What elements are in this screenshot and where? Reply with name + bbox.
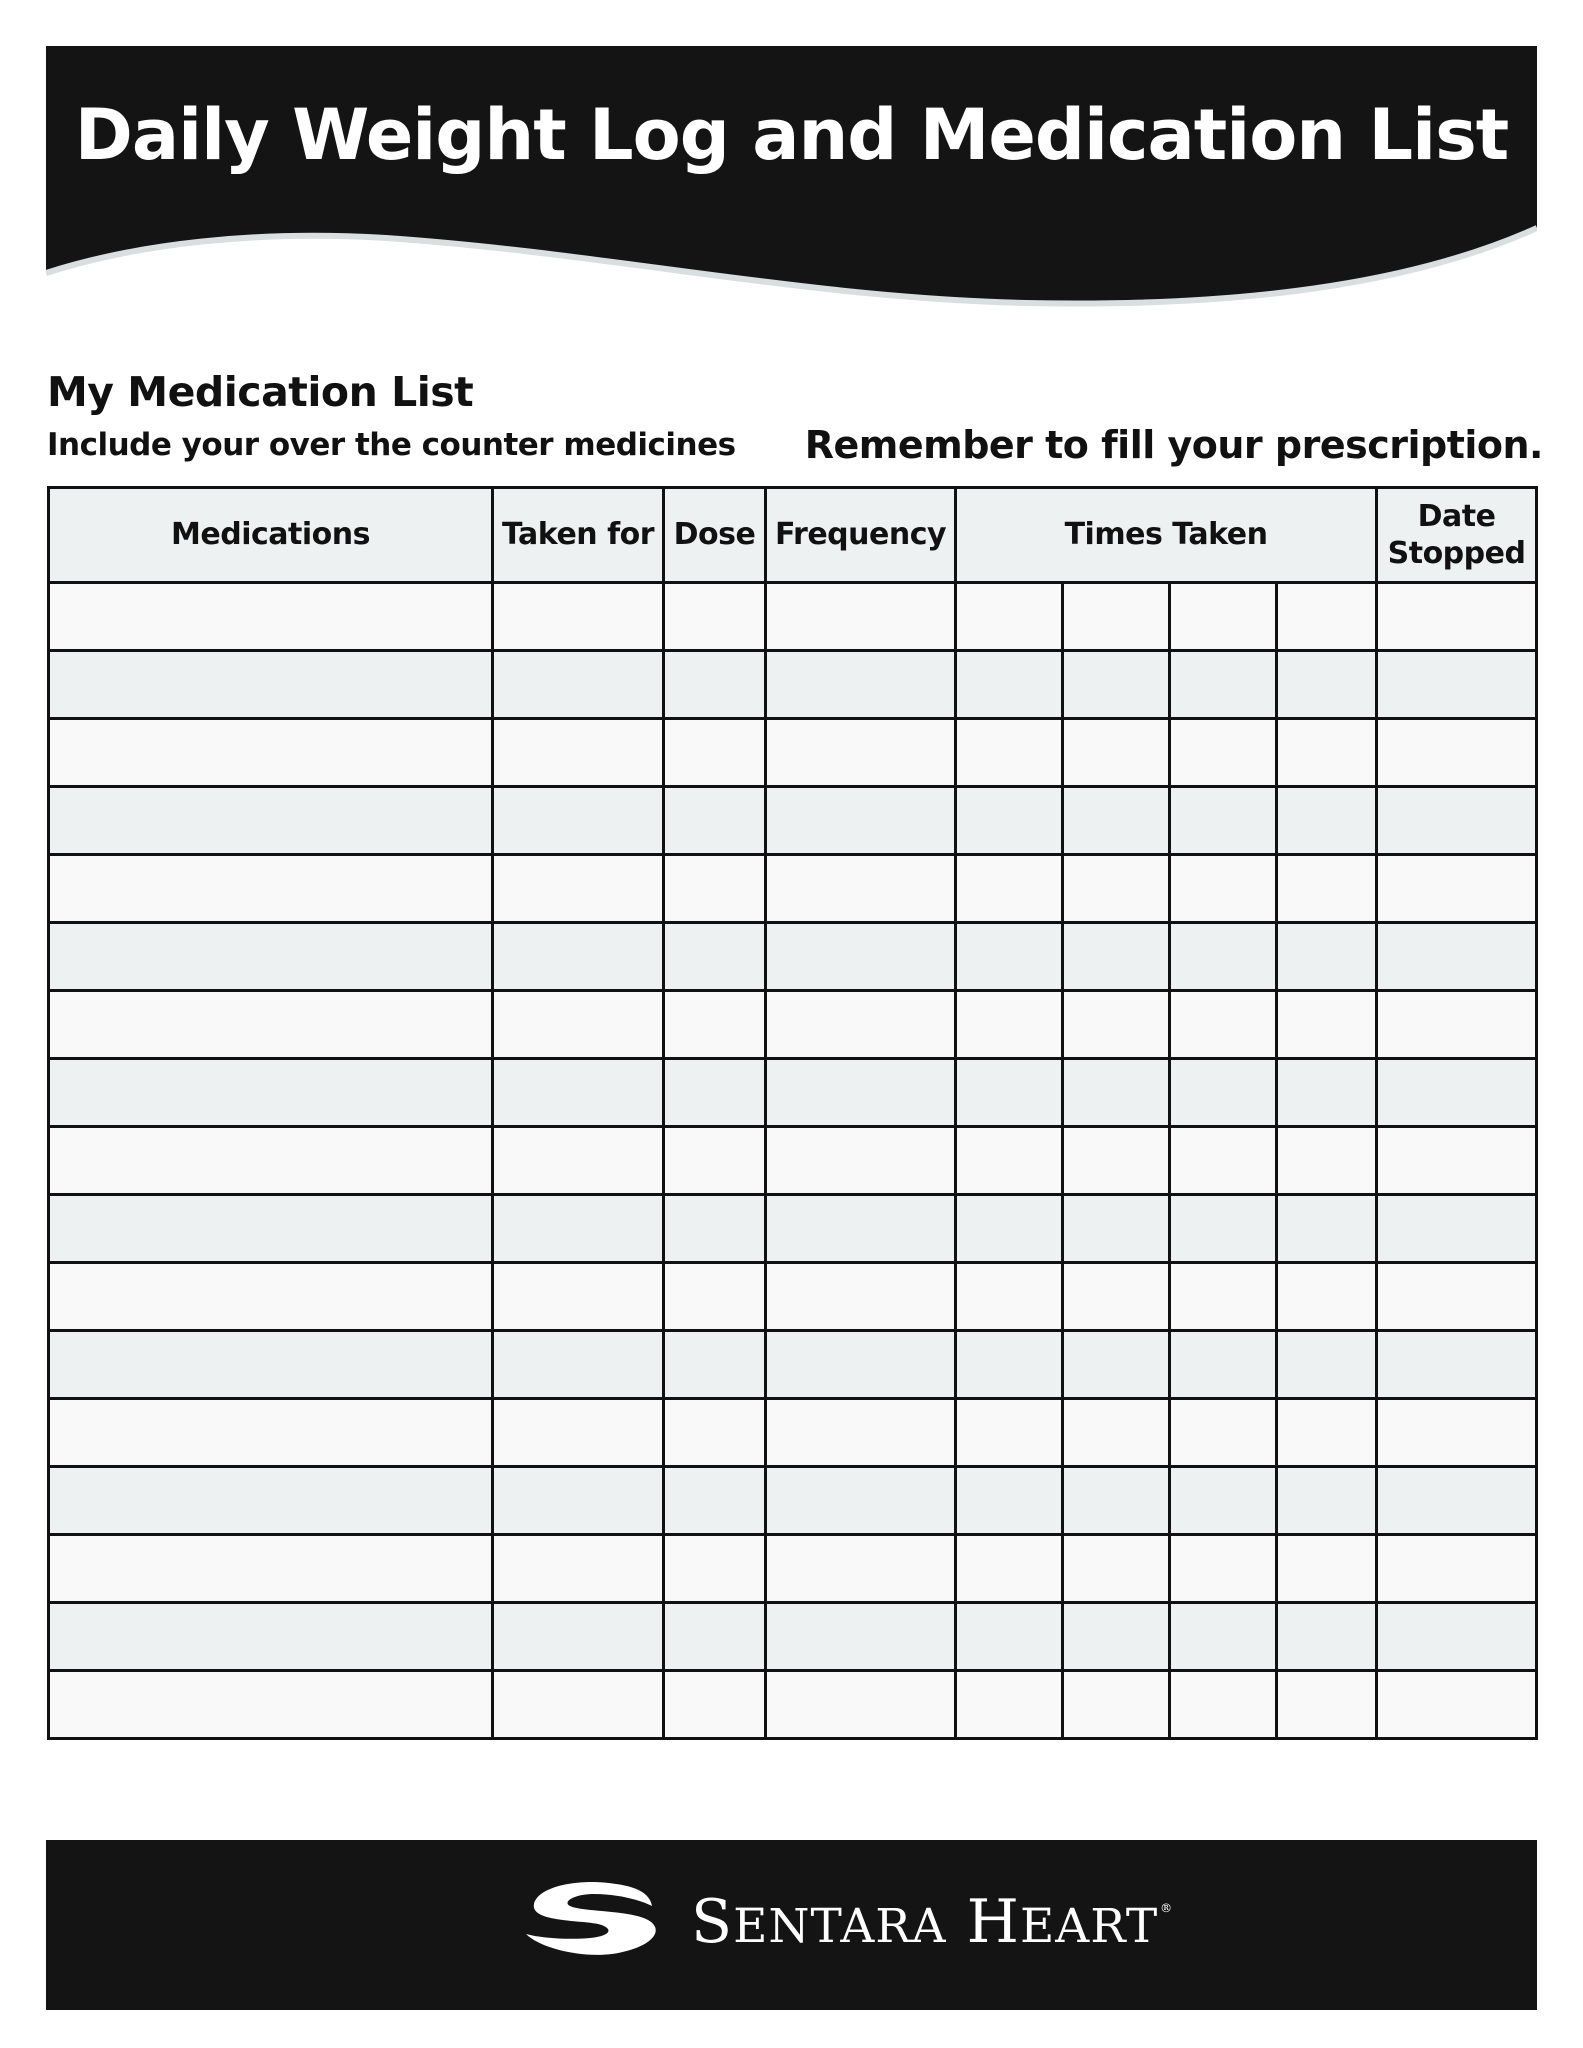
taken-for-cell[interactable] [493, 787, 664, 855]
header-date-stopped-line1: Date [1417, 498, 1496, 534]
dose-cell[interactable] [664, 1127, 766, 1195]
header-banner [46, 46, 1537, 316]
times-taken-cell[interactable] [1063, 1331, 1170, 1399]
dose-cell[interactable] [664, 1059, 766, 1127]
times-taken-cell[interactable] [956, 923, 1063, 991]
times-taken-cell[interactable] [1277, 1331, 1377, 1399]
taken-for-cell[interactable] [493, 923, 664, 991]
frequency-cell[interactable] [766, 1671, 956, 1739]
times-taken-cell[interactable] [956, 1535, 1063, 1603]
dose-cell[interactable] [664, 583, 766, 651]
times-taken-cell[interactable] [956, 1467, 1063, 1535]
times-taken-cell[interactable] [956, 1399, 1063, 1467]
frequency-cell[interactable] [766, 1331, 956, 1399]
times-taken-cell[interactable] [1063, 787, 1170, 855]
times-taken-cell[interactable] [956, 583, 1063, 651]
frequency-cell[interactable] [766, 1263, 956, 1331]
frequency-cell[interactable] [766, 1059, 956, 1127]
dose-cell[interactable] [664, 1399, 766, 1467]
medication-table-body [49, 583, 1537, 1739]
medication-cell[interactable] [49, 1603, 493, 1671]
times-taken-cell[interactable] [956, 855, 1063, 923]
times-taken-cell[interactable] [1170, 1603, 1277, 1671]
medication-cell[interactable] [49, 787, 493, 855]
medication-cell[interactable] [49, 1399, 493, 1467]
times-taken-cell[interactable] [1063, 719, 1170, 787]
times-taken-cell[interactable] [1063, 1535, 1170, 1603]
frequency-cell[interactable] [766, 787, 956, 855]
times-taken-cell[interactable] [956, 651, 1063, 719]
table-row [49, 1399, 1537, 1467]
times-taken-cell[interactable] [1063, 1603, 1170, 1671]
times-taken-cell[interactable] [1170, 1263, 1277, 1331]
date-stopped-cell[interactable] [1377, 719, 1537, 787]
times-taken-cell[interactable] [1277, 1603, 1377, 1671]
footer-bar [46, 1840, 1537, 2010]
frequency-cell[interactable] [766, 1399, 956, 1467]
medication-cell[interactable] [49, 1467, 493, 1535]
header-frequency: Frequency [766, 488, 956, 583]
frequency-cell[interactable] [766, 923, 956, 991]
table-row [49, 583, 1537, 651]
medication-cell[interactable] [49, 1535, 493, 1603]
table-row [49, 1671, 1537, 1739]
times-taken-cell[interactable] [1063, 583, 1170, 651]
times-taken-cell[interactable] [1277, 787, 1377, 855]
times-taken-cell[interactable] [1063, 1399, 1170, 1467]
header-date-stopped-line2: Stopped [1387, 536, 1526, 571]
times-taken-cell[interactable] [956, 1331, 1063, 1399]
times-taken-cell[interactable] [1063, 1263, 1170, 1331]
times-taken-cell[interactable] [956, 1195, 1063, 1263]
times-taken-cell[interactable] [1277, 991, 1377, 1059]
dose-cell[interactable] [664, 1195, 766, 1263]
frequency-cell[interactable] [766, 719, 956, 787]
header-dose: Dose [664, 488, 766, 583]
times-taken-cell[interactable] [1063, 1127, 1170, 1195]
header-date-stopped [1377, 488, 1537, 583]
date-stopped-cell[interactable] [1377, 1671, 1537, 1739]
times-taken-cell[interactable] [956, 991, 1063, 1059]
table-row [49, 1467, 1537, 1535]
times-taken-cell[interactable] [956, 1127, 1063, 1195]
dose-cell[interactable] [664, 991, 766, 1059]
taken-for-cell[interactable] [493, 1127, 664, 1195]
times-taken-cell[interactable] [1170, 855, 1277, 923]
table-row [49, 651, 1537, 719]
reminder-text: Remember to fill your prescription. [804, 423, 1543, 467]
times-taken-cell[interactable] [1170, 1535, 1277, 1603]
date-stopped-cell[interactable] [1377, 583, 1537, 651]
medication-cell[interactable] [49, 583, 493, 651]
medication-cell[interactable] [49, 1671, 493, 1739]
date-stopped-cell[interactable] [1377, 855, 1537, 923]
taken-for-cell[interactable] [493, 1535, 664, 1603]
registered-mark: ® [1160, 1901, 1174, 1915]
table-row [49, 787, 1537, 855]
brand-rest-1: ENTARA [733, 1899, 947, 1954]
section-title: My Medication List [47, 368, 474, 416]
medication-cell[interactable] [49, 719, 493, 787]
table-row [49, 1263, 1537, 1331]
date-stopped-cell[interactable] [1377, 1195, 1537, 1263]
date-stopped-cell[interactable] [1377, 1059, 1537, 1127]
times-taken-cell[interactable] [1277, 923, 1377, 991]
frequency-cell[interactable] [766, 1127, 956, 1195]
times-taken-cell[interactable] [1277, 1671, 1377, 1739]
taken-for-cell[interactable] [493, 991, 664, 1059]
times-taken-cell[interactable] [956, 1059, 1063, 1127]
times-taken-cell[interactable] [1277, 719, 1377, 787]
date-stopped-cell[interactable] [1377, 1535, 1537, 1603]
times-taken-cell[interactable] [1277, 1127, 1377, 1195]
taken-for-cell[interactable] [493, 1331, 664, 1399]
times-taken-cell[interactable] [956, 1671, 1063, 1739]
times-taken-cell[interactable] [1170, 1059, 1277, 1127]
times-taken-cell[interactable] [1277, 1467, 1377, 1535]
page-title: Daily Weight Log and Medication List [74, 94, 1509, 176]
taken-for-cell[interactable] [493, 583, 664, 651]
times-taken-cell[interactable] [1277, 1195, 1377, 1263]
times-taken-cell[interactable] [1170, 1331, 1277, 1399]
table-header-row [49, 488, 1537, 583]
date-stopped-cell[interactable] [1377, 1603, 1537, 1671]
sentara-swoosh-logo [520, 1878, 676, 1962]
date-stopped-cell[interactable] [1377, 787, 1537, 855]
table-row [49, 719, 1537, 787]
times-taken-cell[interactable] [1170, 719, 1277, 787]
table-row [49, 1059, 1537, 1127]
times-taken-cell[interactable] [1063, 1059, 1170, 1127]
taken-for-cell[interactable] [493, 651, 664, 719]
dose-cell[interactable] [664, 1331, 766, 1399]
times-taken-cell[interactable] [956, 787, 1063, 855]
times-taken-cell[interactable] [1170, 787, 1277, 855]
taken-for-cell[interactable] [493, 1467, 664, 1535]
dose-cell[interactable] [664, 923, 766, 991]
times-taken-cell[interactable] [956, 1263, 1063, 1331]
taken-for-cell[interactable] [493, 1399, 664, 1467]
dose-cell[interactable] [664, 1671, 766, 1739]
times-taken-cell[interactable] [1170, 991, 1277, 1059]
dose-cell[interactable] [664, 787, 766, 855]
times-taken-cell[interactable] [1063, 1671, 1170, 1739]
dose-cell[interactable] [664, 1467, 766, 1535]
date-stopped-cell[interactable] [1377, 991, 1537, 1059]
frequency-cell[interactable] [766, 1535, 956, 1603]
date-stopped-cell[interactable] [1377, 651, 1537, 719]
table-row [49, 855, 1537, 923]
times-taken-cell[interactable] [1063, 1195, 1170, 1263]
times-taken-cell[interactable] [1170, 1127, 1277, 1195]
times-taken-cell[interactable] [1063, 991, 1170, 1059]
taken-for-cell[interactable] [493, 1671, 664, 1739]
brand-rest-2: EART [1020, 1899, 1159, 1954]
medication-cell[interactable] [49, 1331, 493, 1399]
medication-cell[interactable] [49, 923, 493, 991]
medication-table [47, 486, 1538, 1740]
date-stopped-cell[interactable] [1377, 1263, 1537, 1331]
section-subtitle: Include your over the counter medicines [47, 427, 736, 463]
times-taken-cell[interactable] [1277, 1059, 1377, 1127]
dose-cell[interactable] [664, 855, 766, 923]
date-stopped-cell[interactable] [1377, 923, 1537, 991]
header-taken-for: Taken for [493, 488, 664, 583]
table-row [49, 923, 1537, 991]
times-taken-cell[interactable] [1063, 1467, 1170, 1535]
header-medications: Medications [49, 488, 493, 583]
medication-cell[interactable] [49, 855, 493, 923]
medication-cell[interactable] [49, 1263, 493, 1331]
medication-cell[interactable] [49, 1127, 493, 1195]
times-taken-cell[interactable] [1063, 923, 1170, 991]
times-taken-cell[interactable] [1277, 583, 1377, 651]
frequency-cell[interactable] [766, 1467, 956, 1535]
times-taken-cell[interactable] [1170, 1195, 1277, 1263]
times-taken-cell[interactable] [1170, 923, 1277, 991]
dose-cell[interactable] [664, 719, 766, 787]
times-taken-cell[interactable] [1170, 1467, 1277, 1535]
times-taken-cell[interactable] [1277, 651, 1377, 719]
times-taken-cell[interactable] [1277, 1399, 1377, 1467]
frequency-cell[interactable] [766, 651, 956, 719]
header-times-taken: Times Taken [956, 488, 1377, 583]
dose-cell[interactable] [664, 1263, 766, 1331]
medication-cell[interactable] [49, 1059, 493, 1127]
times-taken-cell[interactable] [1277, 1535, 1377, 1603]
brand-initial-2: H [966, 1887, 1020, 1957]
dose-cell[interactable] [664, 1535, 766, 1603]
frequency-cell[interactable] [766, 1195, 956, 1263]
date-stopped-cell[interactable] [1377, 1127, 1537, 1195]
frequency-cell[interactable] [766, 1603, 956, 1671]
table-row [49, 1603, 1537, 1671]
times-taken-cell[interactable] [1063, 855, 1170, 923]
taken-for-cell[interactable] [493, 1263, 664, 1331]
times-taken-cell[interactable] [1170, 1671, 1277, 1739]
dose-cell[interactable] [664, 651, 766, 719]
frequency-cell[interactable] [766, 583, 956, 651]
table-row [49, 1195, 1537, 1263]
times-taken-cell[interactable] [1277, 855, 1377, 923]
times-taken-cell[interactable] [956, 719, 1063, 787]
brand-wordmark [691, 1887, 1174, 1957]
frequency-cell[interactable] [766, 855, 956, 923]
times-taken-cell[interactable] [956, 1603, 1063, 1671]
times-taken-cell[interactable] [1063, 651, 1170, 719]
medication-cell[interactable] [49, 651, 493, 719]
date-stopped-cell[interactable] [1377, 1331, 1537, 1399]
taken-for-cell[interactable] [493, 1195, 664, 1263]
table-row [49, 1535, 1537, 1603]
date-stopped-cell[interactable] [1377, 1467, 1537, 1535]
table-row [49, 991, 1537, 1059]
times-taken-cell[interactable] [1170, 651, 1277, 719]
times-taken-cell[interactable] [1170, 1399, 1277, 1467]
date-stopped-cell[interactable] [1377, 1399, 1537, 1467]
brand-initial-1: S [691, 1887, 734, 1957]
taken-for-cell[interactable] [493, 1059, 664, 1127]
taken-for-cell[interactable] [493, 719, 664, 787]
medication-cell[interactable] [49, 991, 493, 1059]
table-row [49, 1127, 1537, 1195]
table-row [49, 1331, 1537, 1399]
taken-for-cell[interactable] [493, 855, 664, 923]
frequency-cell[interactable] [766, 991, 956, 1059]
medication-cell[interactable] [49, 1195, 493, 1263]
dose-cell[interactable] [664, 1603, 766, 1671]
taken-for-cell[interactable] [493, 1603, 664, 1671]
times-taken-cell[interactable] [1277, 1263, 1377, 1331]
times-taken-cell[interactable] [1170, 583, 1277, 651]
